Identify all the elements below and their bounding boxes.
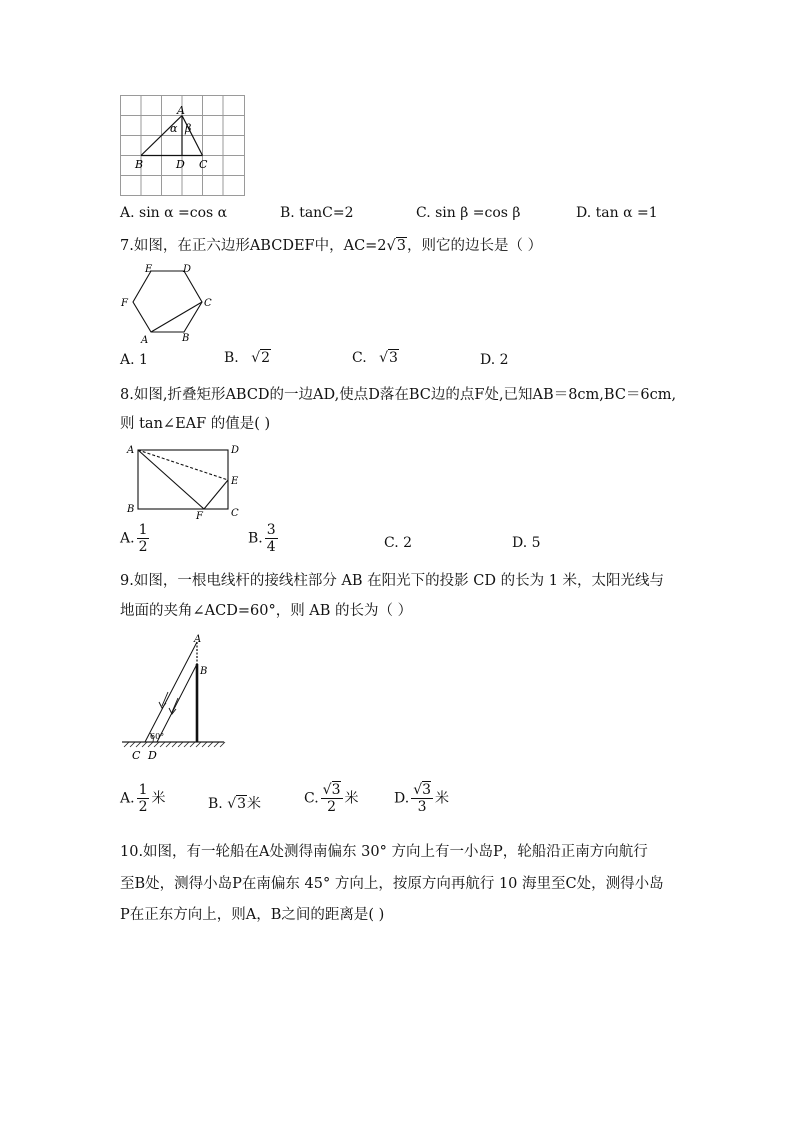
q9-label-a: A bbox=[194, 634, 202, 645]
q6-option-a: A. sin α =cos α bbox=[120, 205, 228, 221]
q9-option-d-unit: 米 bbox=[435, 790, 450, 807]
q8-option-b-fraction bbox=[265, 522, 278, 555]
q8-option-c: C. 2 bbox=[384, 535, 413, 551]
q7-option-b-sqrt: √2 bbox=[251, 350, 271, 366]
q8-label-d: D bbox=[231, 445, 240, 456]
q9-option-d bbox=[394, 782, 449, 815]
q7-stem-prefix: 7.如图，在正六边形ABCDEF中，AC=2 bbox=[120, 238, 387, 254]
q9-option-a-unit: 米 bbox=[151, 790, 166, 807]
q8-option-b-num: 3 bbox=[266, 522, 276, 538]
q7-option-b-root: 2 bbox=[261, 350, 271, 366]
q8-option-b-prefix: B. bbox=[248, 530, 263, 547]
q8-fold-line-ae bbox=[138, 450, 228, 480]
q6-figure bbox=[120, 95, 246, 197]
q7-label-a: A bbox=[141, 335, 149, 346]
q9-option-a bbox=[120, 782, 165, 815]
q7-stem bbox=[120, 234, 542, 255]
q6-option-c: C. sin β =cos β bbox=[416, 205, 521, 221]
q7-option-b-prefix: B. bbox=[224, 350, 239, 366]
q9-ground-hatching bbox=[122, 742, 225, 747]
q10-stem-line1: 10.如图，有一轮船在A处测得南偏东 30° 方向上有一小岛P，轮船沿正南方向航行 bbox=[120, 844, 648, 860]
q9-option-a-fraction bbox=[137, 782, 150, 815]
q7-option-a: A. 1 bbox=[120, 352, 148, 368]
q6-label-beta: β bbox=[185, 122, 192, 135]
q9-option-d-root: 3 bbox=[422, 782, 432, 798]
q8-stem-line2: 则 tan∠EAF 的值是( ) bbox=[120, 416, 271, 432]
q7-hexagon-figure bbox=[118, 262, 218, 346]
q8-option-a-den: 2 bbox=[138, 539, 148, 555]
q7-option-d: D. 2 bbox=[480, 352, 509, 368]
q8-label-c: C bbox=[231, 508, 239, 519]
q9-option-b-sqrt: √3 bbox=[227, 796, 247, 812]
q9-option-a-den: 2 bbox=[138, 799, 148, 815]
q6-label-a: A bbox=[177, 104, 185, 117]
q9-label-b: B bbox=[200, 666, 208, 677]
q7-label-f: F bbox=[121, 298, 128, 309]
q8-option-a bbox=[120, 522, 151, 555]
q9-stem-line2: 地面的夹角∠ACD=60°，则 AB 的长为（ ） bbox=[120, 603, 413, 619]
q7-option-c-sqrt: √3 bbox=[379, 350, 398, 366]
q7-option-b bbox=[224, 350, 271, 366]
q9-ray-ac bbox=[145, 642, 197, 742]
q10-stem-line3: P在正东方向上，则A，B之间的距离是( ) bbox=[120, 907, 385, 923]
q8-option-a-prefix: A. bbox=[120, 530, 135, 547]
q6-label-b: B bbox=[135, 158, 144, 171]
q8-option-b-den: 4 bbox=[266, 539, 276, 555]
q9-option-b-unit: 米 bbox=[247, 796, 262, 812]
q9-option-c-fraction bbox=[321, 782, 343, 815]
q8-line-af bbox=[138, 450, 204, 509]
q7-option-c-prefix: C. bbox=[352, 350, 367, 366]
q9-option-c-unit: 米 bbox=[344, 790, 359, 807]
q7-diagonal-ac bbox=[151, 302, 202, 332]
q8-option-a-num: 1 bbox=[138, 522, 148, 538]
q8-stem-line1: 8.如图,折叠矩形ABCD的一边AD,使点D落在BC边的点F处,已知AB＝8cm,BC＝6cm, bbox=[120, 387, 677, 403]
q8-rectangle bbox=[138, 450, 228, 509]
q9-stem-line1: 9.如图，一根电线杆的接线柱部分 AB 在阳光下的投影 CD 的长为 1 米，太阳光线与 bbox=[120, 573, 665, 589]
q7-stem-root: 3 bbox=[396, 238, 407, 254]
q8-label-e: E bbox=[231, 476, 239, 487]
q9-option-c-num: √3 bbox=[322, 782, 341, 798]
q8-option-d: D. 5 bbox=[512, 535, 541, 551]
q7-label-e: E bbox=[145, 264, 153, 275]
q9-option-d-den: 3 bbox=[417, 799, 427, 815]
q8-line-fe bbox=[204, 480, 228, 509]
q9-option-c-den: 2 bbox=[327, 799, 337, 815]
q9-option-c bbox=[304, 782, 359, 815]
q8-label-a: A bbox=[127, 445, 135, 456]
q8-label-b: B bbox=[127, 504, 135, 515]
q9-label-c: C bbox=[132, 749, 141, 762]
q9-option-b-prefix: B. bbox=[208, 796, 223, 812]
q9-option-b bbox=[208, 793, 261, 813]
q6-option-d: D. tan α =1 bbox=[576, 205, 658, 221]
q7-option-c bbox=[352, 350, 399, 366]
q8-rectangle-figure bbox=[124, 440, 246, 520]
q8-label-f: F bbox=[196, 511, 203, 520]
q7-label-b: B bbox=[182, 333, 190, 344]
q7-option-c-root: 3 bbox=[389, 350, 398, 366]
q9-label-angle: 60° bbox=[150, 732, 165, 741]
q6-label-c: C bbox=[199, 158, 208, 171]
q8-option-b bbox=[248, 522, 280, 555]
q9-option-d-prefix: D. bbox=[394, 790, 410, 807]
q7-stem-suffix: ，则它的边长是（ ） bbox=[407, 238, 543, 254]
q9-option-a-num: 1 bbox=[138, 782, 148, 798]
q7-stem-sqrt: √3 bbox=[386, 238, 407, 254]
q10-stem-line2: 至B处，测得小岛P在南偏东 45° 方向上，按原方向再航行 10 海里至C处，测得小岛 bbox=[120, 876, 664, 892]
q9-option-c-root: 3 bbox=[331, 782, 341, 798]
q9-pole-figure bbox=[120, 632, 230, 762]
q6-label-alpha: α bbox=[170, 122, 178, 135]
q9-option-a-prefix: A. bbox=[120, 790, 135, 807]
q9-option-c-prefix: C. bbox=[304, 790, 319, 807]
q9-option-d-fraction bbox=[411, 782, 433, 815]
q6-label-d: D bbox=[176, 158, 185, 171]
q7-label-c: C bbox=[204, 298, 212, 309]
q9-option-b-root: 3 bbox=[237, 796, 247, 812]
q8-option-a-fraction bbox=[137, 522, 150, 555]
q6-option-b: B. tanC=2 bbox=[280, 205, 354, 221]
q9-label-d: D bbox=[148, 749, 157, 762]
q7-label-d: D bbox=[183, 264, 192, 275]
q9-option-d-num: √3 bbox=[413, 782, 432, 798]
